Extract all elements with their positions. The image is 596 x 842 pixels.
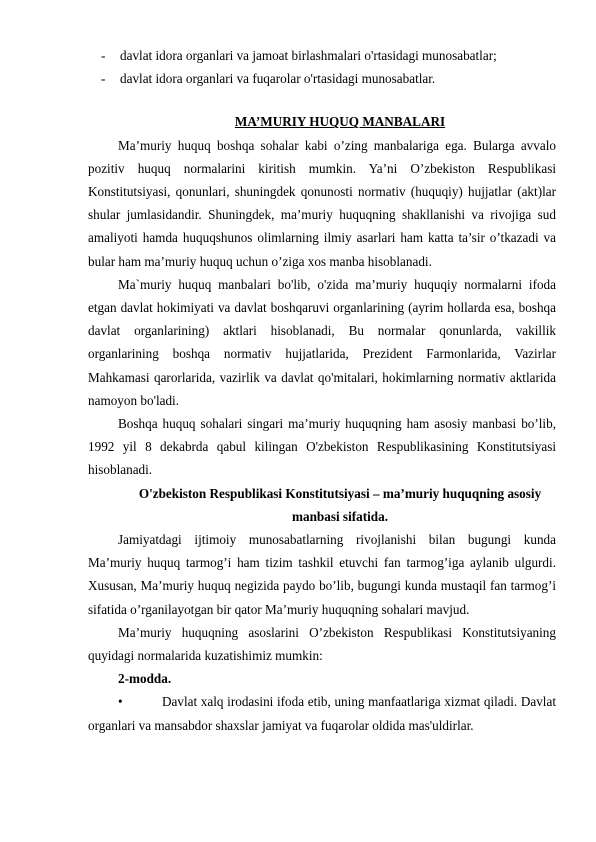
bullet-text: Davlat xalq irodasini ifoda etib, uning manfaatlariga xizmat qiladi. Davlat organlari va mansabdor shaxslar jamiyat va fuqarolar oldida mas'uldirlar. (88, 694, 556, 733)
document-page (88, 44, 556, 737)
article-heading: 2-modda. (118, 671, 172, 687)
bullet-mark: • (118, 694, 123, 710)
list-item (101, 67, 556, 90)
list-dash: - (101, 71, 106, 87)
list-item (101, 44, 556, 67)
subtitle-line-2: manbasi sifatida. (292, 508, 388, 524)
paragraph-constitution: Boshqa huquq sohalari singari ma’muriy huquqning ham asosiy manbasi bo’lib, 1992 yil 8 dekabrda qabul kilingan O'zbekiston Respublikasining Konstitutsiyasi hisoblanadi. (88, 416, 556, 478)
list-item-text: davlat idora organlari va fuqarolar o'rtasidagi munosabatlar. (120, 71, 436, 87)
section-subtitle (88, 482, 556, 528)
paragraph-basis: Ma’muriy huquqning asoslarini O’zbekiston Respublikasi Konstitutsiyaning quyidagi normalarida kuzatishimiz mumkin: (88, 624, 556, 664)
list-dash: - (101, 48, 106, 63)
list-item-text: davlat idora organlari va jamoat birlashmalari o'rtasidagi munosabatlar; (120, 48, 497, 63)
paragraph-development: Jamiyatdagi ijtimoiy munosabatlarning rivojlanishi bilan bugungi kunda Ma’muriy huquq tarmog’i ham tizim tashkil etuvchi fan tarmog’iga aylanib ulgurdi. Xususan, Ma’muriy huquq negizida paydo bo’lib, bugungi kunda mustaqil fan tarmog’i sifatida o’rganilayotgan bir qator Ma’muriy huquqning sohalari mavjud. (88, 532, 556, 617)
article-bullet (88, 690, 556, 736)
section-title: MA’MURIY HUQUQ MANBALARI (234, 114, 446, 130)
paragraph-sources-acts: Ma`muriy huquq manbalari bo'lib, o'zida ma’muriy huquqiy normalarni ifoda etgan davlat hokimiyati va davlat boshqaruvi organlarining (ayrim hollarda esa, boshqa davlat organlarining) aktlari hisoblanadi, Bu normalar qonunlarda, vakillik organlarining boshqa normativ hujjatlarida, Prezident Farmonlarida, Vazirlar Mahkamasi qarorlarida, vazirlik va davlat qo'mitalari, hokimlarning normativ aktlarida namoyon bo'ladi. (88, 276, 556, 408)
subtitle-line-1: O'zbekiston Respublikasi Konstitutsiyasi – ma’muriy huquqning asosiy (138, 485, 542, 501)
spacer (88, 90, 556, 110)
paragraph-sources-intro: Ma’muriy huquq boshqa sohalar kabi o’zing manbalariga ega. Bularga avvalo pozitiv huquq normalarini kiritish mumkin. Ya’ni O’zbekiston Respublikasi Konstitutsiyasi, qonunlari, shuningdek qonunosti normativ (huquqiy) hujjatlar (akt)lar shular jumlasidandir. Shuningdek, ma’muriy huquqning shakllanishi va rivojiga sud amaliyoti hamda huquqshunos olimlarning ilmiy asarlari ham katta ta’sir o’tkazadi va bular ham ma’muriy huquq uchun o’ziga xos manba hisoblanadi. (88, 137, 556, 269)
